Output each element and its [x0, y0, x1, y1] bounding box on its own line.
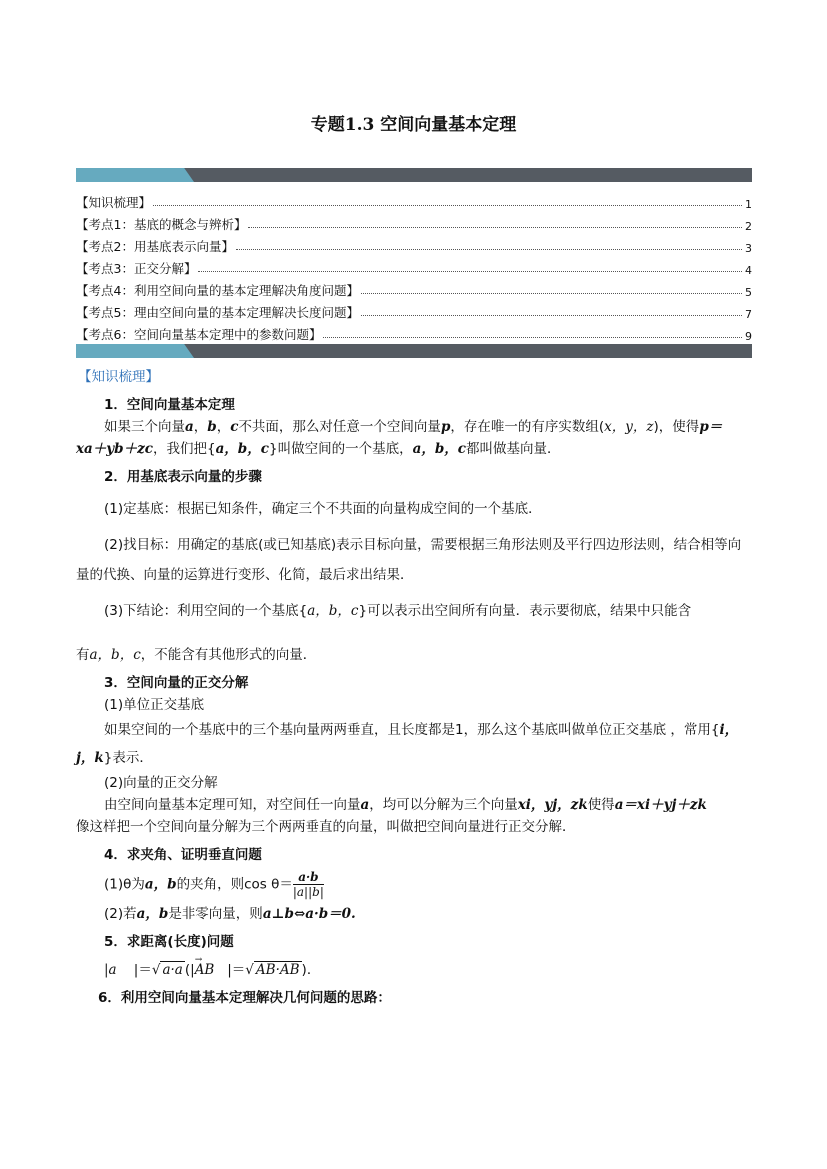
page-title: 专题1.3 空间向量基本定理	[310, 115, 517, 135]
toc-entry[interactable]	[76, 255, 752, 277]
heading-4: 4．求夹角、证明垂直问题	[104, 847, 262, 863]
table-of-contents	[76, 189, 752, 343]
toc-entry-page: 2	[745, 220, 752, 233]
toc-bottom-band	[76, 344, 752, 358]
paragraph-2-3: (3)下结论：利用空间的一个基底{a，b，c}可以表示出空间所有向量．表示要彻底，结果中只能含	[104, 603, 692, 619]
toc-entry-page: 1	[745, 198, 752, 211]
toc-entry-page: 4	[745, 264, 752, 277]
heading-5: 5．求距离(长度)问题	[104, 934, 234, 950]
toc-leader-dots	[248, 226, 742, 228]
paragraph-2-2: (2)找目标：用确定的基底(或已知基底)表示目标向量，需要根据三角形法则及平行四边形法则，结合相等向量的代换、向量的运算进行变形、化简，最后求出结果．	[76, 537, 742, 583]
toc-leader-dots	[153, 204, 742, 206]
toc-entry-page: 3	[745, 242, 752, 255]
subheading-3-2: (2)向量的正交分解	[104, 775, 218, 791]
paragraph-2-1: (1)定基底：根据已知条件，确定三个不共面的向量构成空间的一个基底．	[104, 501, 542, 517]
toc-leader-dots	[323, 336, 742, 338]
toc-leader-dots	[198, 270, 742, 272]
toc-entry-page: 7	[745, 308, 752, 321]
toc-entry[interactable]	[76, 211, 752, 233]
toc-entry[interactable]	[76, 233, 752, 255]
formula-angle: (1)θ为a，b的夹角，则cos θ＝ $\frac{a\cdot b}{|a||b|}$	[104, 870, 324, 899]
heading-2: 2．用基底表示向量的步骤	[104, 469, 262, 485]
formula-distance: |a |＝√ a·a (|→ AB |＝√ AB·AB )．	[104, 959, 752, 981]
paragraph-3-3: 像这样把一个空间向量分解为三个两两垂直的向量，叫做把空间向量进行正交分解．	[76, 819, 576, 835]
heading-6: 6．利用空间向量基本定理解决几何问题的思路：	[98, 990, 391, 1006]
heading-1: 1．空间向量基本定理	[104, 397, 235, 413]
paragraph-3-2: 由空间向量基本定理可知，对空间任一向量a，均可以分解为三个向量xi，yj，zk使得a＝xi＋yj＋zk	[104, 797, 707, 813]
section-tag: 【知识梳理】	[78, 369, 159, 385]
cos-fraction: $\frac{a\cdot b}{|a||b|}$	[292, 870, 324, 899]
toc-entry-page: 5	[745, 286, 752, 299]
toc-entry[interactable]	[76, 189, 752, 211]
toc-entry[interactable]	[76, 277, 752, 299]
toc-entry-label: 【知识梳理】	[76, 195, 152, 210]
subheading-3-1: (1)单位正交基底	[104, 697, 205, 713]
paragraph-2-4: 有a，b，c，不能含有其他形式的向量．	[76, 647, 317, 663]
toc-entry-label: 【考点1：基底的概念与辨析】	[76, 217, 247, 232]
paragraph-3-1: 如果空间的一个基底中的三个基向量两两垂直，且长度都是1，那么这个基底叫做单位正交基底 ，常用{i，j，k}表示．	[76, 722, 739, 766]
toc-leader-dots	[236, 248, 742, 250]
toc-entry-label: 【考点5：理由空间向量的基本定理解决长度问题】	[76, 305, 359, 320]
toc-entry[interactable]	[76, 299, 752, 321]
content	[76, 366, 752, 1009]
toc-entry-label: 【考点3：正交分解】	[76, 261, 197, 276]
paragraph-1: 如果三个向量a，b，c不共面，那么对任意一个空间向量p，存在唯一的有序实数组(x，y，z)，使得p＝ xa＋yb＋zc，我们把{a，b，c}叫做空间的一个基底，a，b，c都叫做基向量．	[76, 419, 723, 457]
toc-entry-label: 【考点2：用基底表示向量】	[76, 239, 234, 254]
toc-entry-label: 【考点6：空间向量基本定理中的参数问题】	[76, 327, 322, 342]
toc-entry-label: 【考点4：利用空间向量的基本定理解决角度问题】	[76, 283, 359, 298]
toc-leader-dots	[361, 292, 742, 294]
toc-entry[interactable]	[76, 321, 752, 343]
toc-entry-page: 9	[745, 330, 752, 343]
toc-leader-dots	[361, 314, 742, 316]
heading-3: 3．空间向量的正交分解	[104, 675, 249, 691]
formula-perpendicular: (2)若a，b是非零向量，则a⊥b⇔a·b＝0.	[104, 906, 356, 922]
toc-top-band	[76, 168, 752, 182]
